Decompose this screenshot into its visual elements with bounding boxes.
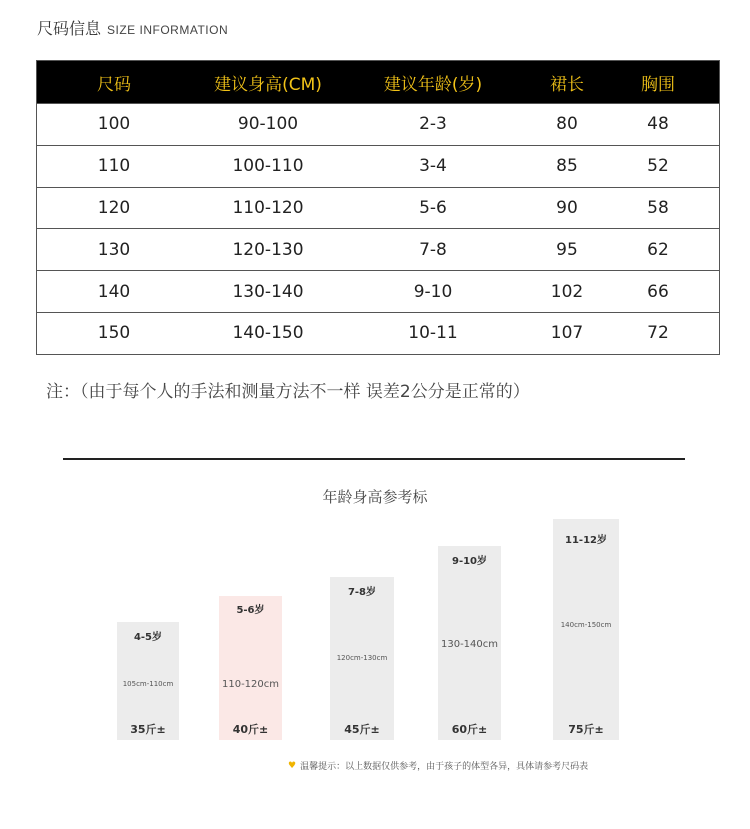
- size-cell: 110: [97, 156, 131, 177]
- chest-cell: 72: [647, 323, 669, 344]
- heading-title-cn: 尺码信息: [37, 19, 102, 38]
- skirt-length-cell: 80: [556, 114, 578, 135]
- column-header-size: 尺码: [97, 74, 131, 95]
- bar-age-label: 7-8岁: [347, 587, 377, 598]
- table-row: [37, 228, 719, 270]
- bar-age-label: 9-10岁: [451, 556, 488, 567]
- column-header-height: 建议身高(CM): [214, 74, 322, 95]
- heading-title-en: SIZE INFORMATION: [107, 23, 229, 37]
- skirt-length-cell: 90: [556, 197, 578, 218]
- bar-weight-label: 45斤±: [344, 723, 380, 736]
- table-row: [37, 270, 719, 312]
- bar-weight-label: 35斤±: [130, 723, 166, 736]
- height-cell: 130-140: [232, 281, 304, 302]
- height-cell: 100-110: [232, 156, 304, 177]
- footnote-text: 温馨提示：以上数据仅供参考，由于孩子的体型各异，具体请参考尺码表: [300, 762, 589, 772]
- skirt-length-cell: 107: [550, 323, 584, 344]
- column-header-age: 建议年龄(岁): [383, 74, 483, 95]
- measurement-note: 注：（由于每个人的手法和测量方法不一样 误差2公分是正常的）: [46, 382, 530, 402]
- chest-cell: 58: [647, 197, 669, 218]
- age-bar-11-12: [553, 519, 619, 740]
- bar-height-label: 130-140cm: [440, 639, 499, 650]
- age-cell: 9-10: [413, 281, 453, 302]
- skirt-length-cell: 102: [550, 281, 584, 302]
- age-bar-7-8: [330, 577, 394, 740]
- age-cell: 2-3: [419, 114, 447, 135]
- size-table: [36, 60, 720, 355]
- age-bar-9-10: [438, 546, 501, 740]
- bar-weight-label: 75斤±: [568, 723, 604, 736]
- chest-cell: 62: [647, 239, 669, 260]
- table-row: [37, 145, 719, 187]
- chest-cell: 52: [647, 156, 669, 177]
- age-bar-5-6: [219, 596, 282, 740]
- footnote: [288, 759, 588, 772]
- section-divider: [63, 458, 685, 460]
- age-cell: 10-11: [408, 323, 458, 344]
- size-cell: 150: [97, 323, 131, 344]
- size-cell: 100: [97, 114, 131, 135]
- chest-cell: 66: [647, 281, 669, 302]
- height-cell: 120-130: [232, 239, 304, 260]
- section-heading: [37, 16, 228, 38]
- size-cell: 140: [97, 281, 131, 302]
- height-cell: 110-120: [232, 197, 304, 218]
- bar-height-label: 140cm-150cm: [560, 621, 612, 629]
- bar-weight-label: 60斤±: [451, 723, 488, 736]
- chest-cell: 48: [647, 114, 669, 135]
- age-bar-4-5: [117, 622, 179, 740]
- bar-age-label: 11-12岁: [565, 535, 607, 546]
- skirt-length-cell: 85: [556, 156, 578, 177]
- column-header-chest: 胸围: [641, 74, 675, 95]
- height-cell: 140-150: [232, 323, 304, 344]
- bar-height-label: 110-120cm: [221, 679, 280, 690]
- size-cell: 120: [97, 197, 131, 218]
- skirt-length-cell: 95: [556, 239, 578, 260]
- bar-weight-label: 40斤±: [232, 723, 269, 736]
- bar-height-label: 105cm-110cm: [122, 680, 174, 688]
- table-header-row: [37, 61, 719, 103]
- age-cell: 7-8: [419, 239, 447, 260]
- bar-age-label: 4-5岁: [133, 632, 163, 643]
- table-row: [37, 187, 719, 229]
- column-header-skirt-length: 裙长: [550, 74, 584, 95]
- age-cell: 3-4: [419, 156, 447, 177]
- size-cell: 130: [97, 239, 131, 260]
- height-cell: 90-100: [237, 114, 299, 135]
- table-row: [37, 103, 719, 145]
- bar-age-label: 5-6岁: [236, 605, 265, 616]
- heart-icon: ♥: [288, 760, 297, 771]
- bar-height-label: 120cm-130cm: [336, 654, 388, 662]
- table-row: [37, 312, 719, 354]
- age-cell: 5-6: [419, 197, 447, 218]
- chart-title: 年龄身高参考标: [322, 488, 428, 506]
